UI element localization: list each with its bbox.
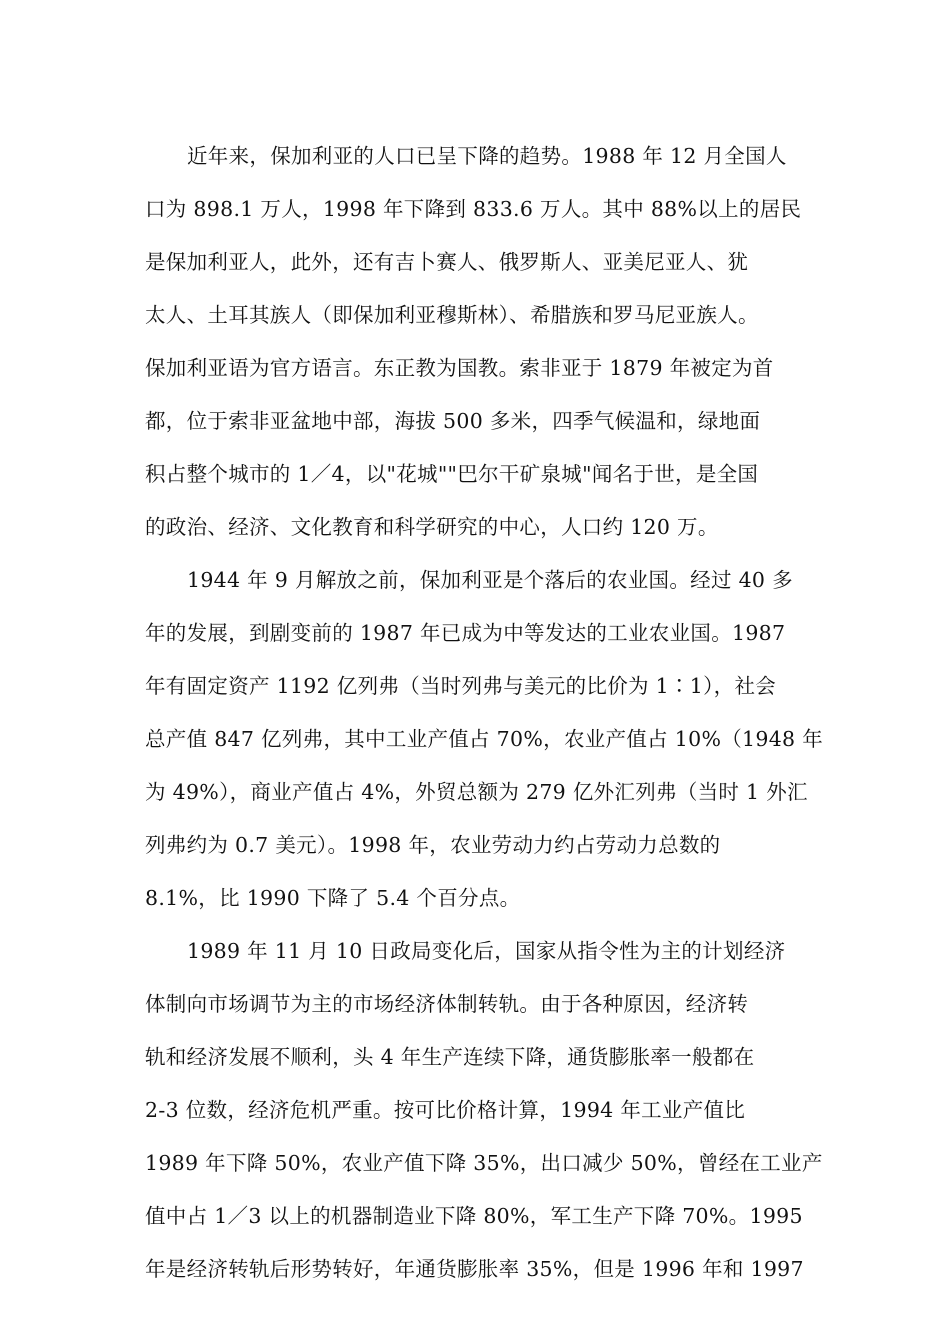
paragraph-transition xyxy=(145,925,823,1296)
text-line: 年有固定资产 1192 亿列弗（当时列弗与美元的比价为 1∶1），社会 xyxy=(145,674,777,698)
text-line: 轨和经济发展不顺利，头 4 年生产连续下降，通货膨胀率一般都在 xyxy=(145,1045,755,1069)
text-line: 值中占 1／3 以上的机器制造业下降 80%，军工生产下降 70%。1995 xyxy=(145,1204,803,1228)
text-line: 近年来，保加利亚的人口已呈下降的趋势。1988 年 12 月全国人 xyxy=(187,144,787,168)
text-line: 2-3 位数，经济危机严重。按可比价格计算，1994 年工业产值比 xyxy=(145,1098,746,1122)
text-line: 年是经济转轨后形势转好，年通货膨胀率 35%，但是 1996 年和 1997 xyxy=(145,1257,804,1281)
text-line: 年的发展，到剧变前的 1987 年已成为中等发达的工业农业国。1987 xyxy=(145,621,786,645)
text-line: 8.1%，比 1990 下降了 5.4 个百分点。 xyxy=(145,886,521,910)
text-line: 是保加利亚人，此外，还有吉卜赛人、俄罗斯人、亚美尼亚人、犹 xyxy=(145,250,749,274)
text-line: 总产值 847 亿列弗，其中工业产值占 70%，农业产值占 10%（1948 年 xyxy=(145,727,824,751)
paragraph-population xyxy=(145,130,810,554)
text-line: 口为 898.1 万人，1998 年下降到 833.6 万人。其中 88%以上的居民 xyxy=(145,197,802,221)
paragraph-economy-history xyxy=(145,554,824,925)
text-line: 1944 年 9 月解放之前，保加利亚是个落后的农业国。经过 40 多 xyxy=(187,568,793,592)
text-line: 为 49%），商业产值占 4%，外贸总额为 279 亿外汇列弗（当时 1 外汇 xyxy=(145,780,808,804)
text-line: 都，位于索非亚盆地中部，海拔 500 多米，四季气候温和，绿地面 xyxy=(145,409,761,433)
document-body xyxy=(145,130,824,1296)
text-line: 1989 年 11 月 10 日政局变化后，国家从指令性为主的计划经济 xyxy=(187,939,786,963)
text-line: 体制向市场调节为主的市场经济体制转轨。由于各种原因，经济转 xyxy=(145,992,749,1016)
text-line: 的政治、经济、文化教育和科学研究的中心，人口约 120 万。 xyxy=(145,515,719,539)
text-line: 保加利亚语为官方语言。东正教为国教。索非亚于 1879 年被定为首 xyxy=(145,356,774,380)
text-line: 1989 年下降 50%，农业产值下降 35%，出口减少 50%，曾经在工业产 xyxy=(145,1151,823,1175)
text-line: 列弗约为 0.7 美元）。1998 年，农业劳动力约占劳动力总数的 xyxy=(145,833,721,857)
text-line: 积占整个城市的 1／4，以"花城""巴尔干矿泉城"闻名于世，是全国 xyxy=(145,462,759,486)
text-line: 太人、土耳其族人（即保加利亚穆斯林）、希腊族和罗马尼亚族人。 xyxy=(145,303,759,327)
